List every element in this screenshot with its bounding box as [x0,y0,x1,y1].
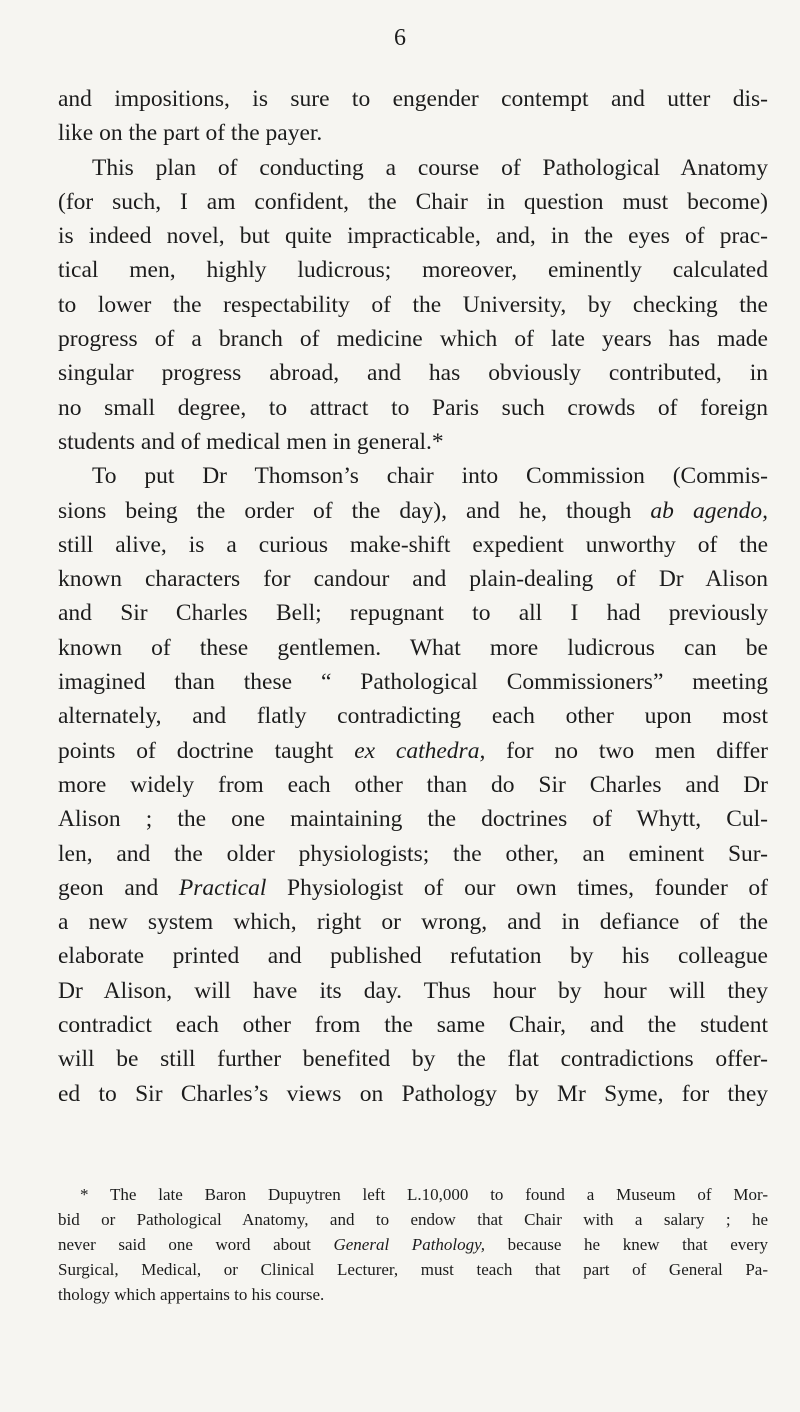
text-line: students and of medical men in general.* [58,428,444,455]
text-line: known characters for candour and plain-dealing of Dr Alison [58,566,768,593]
footnote-line [58,1232,768,1257]
text-line: ed to Sir Charles’s views on Pathology by Mr Syme, for they [58,1080,768,1107]
text-line: This plan of conducting a course of Pathological Anatomy [92,154,768,181]
body-text [58,82,768,1111]
text-line: To put Dr Thomson’s chair into Commission (Commis- [92,463,768,490]
text-line: will be still further benefited by the flat contradictions offer- [58,1046,768,1073]
text-line: elaborate printed and published refutation by his colleague [58,943,768,970]
text-line [58,734,768,768]
text-line: more widely from each other than do Sir Charles and Dr [58,771,768,798]
text-line: Alison ; the one maintaining the doctrines of Whytt, Cul- [58,806,768,833]
text-line: alternately, and flatly contradicting each other upon most [58,703,768,730]
text-line: Dr Alison, will have its day. Thus hour by hour will they [58,977,768,1004]
text-line: and Sir Charles Bell; repugnant to all I had previously [58,600,768,627]
text-line [58,871,768,905]
italic-phrase: ab agendo, [650,497,769,524]
text-segment: sions being the order of the day), and he, though [58,497,632,524]
text-line: like on the part of the payer. [58,120,323,147]
footnote [58,1182,768,1307]
text-segment: points of doctrine taught [58,737,334,764]
page-number: 6 [394,25,406,51]
text-line: len, and the older physiologists; the other, an eminent Sur- [58,840,768,867]
footnote-line: * The late Baron Dupuytren left L.10,000 to found a Museum of Mor- [80,1185,768,1204]
text-line: still alive, is a curious make-shift expedient unworthy of the [58,531,768,558]
text-line: a new system which, right or wrong, and in defiance of the [58,909,768,936]
text-segment: never said one word about [58,1235,311,1254]
text-segment: for no two men differ [506,737,769,764]
text-segment: Physiologist of our own times, founder of [287,874,768,901]
footnote-line: Surgical, Medical, or Clinical Lecturer, must teach that part of General Pa- [58,1260,768,1279]
text-line: progress of a branch of medicine which of late years has made [58,326,768,353]
italic-phrase: Practical [178,874,267,901]
text-segment: because he knew that every [507,1235,768,1254]
text-line [58,494,768,528]
text-line: no small degree, to attract to Paris such crowds of foreign [58,394,768,421]
footnote-line: thology which appertains to his course. [58,1285,325,1304]
text-line: (for such, I am confident, the Chair in question must become) [58,188,768,215]
text-segment: geon and [58,874,159,901]
italic-phrase: ex cathedra, [354,737,486,764]
text-line: is indeed novel, but quite impracticable, and, in the eyes of prac- [58,223,768,250]
text-line: tical men, highly ludicrous; moreover, eminently calculated [58,257,768,284]
text-line: contradict each other from the same Chair, and the student [58,1012,768,1039]
footnote-line: bid or Pathological Anatomy, and to endow that Chair with a salary ; he [58,1210,768,1229]
text-line: imagined than these “ Pathological Commissioners” meeting [58,669,768,696]
text-line: to lower the respectability of the University, by checking the [58,291,768,318]
text-line: and impositions, is sure to engender contempt and utter dis- [58,86,768,112]
text-line: known of these gentlemen. What more ludicrous can be [58,634,768,661]
text-line: singular progress abroad, and has obviously contributed, in [58,360,768,387]
italic-phrase: General Pathology, [333,1235,485,1254]
